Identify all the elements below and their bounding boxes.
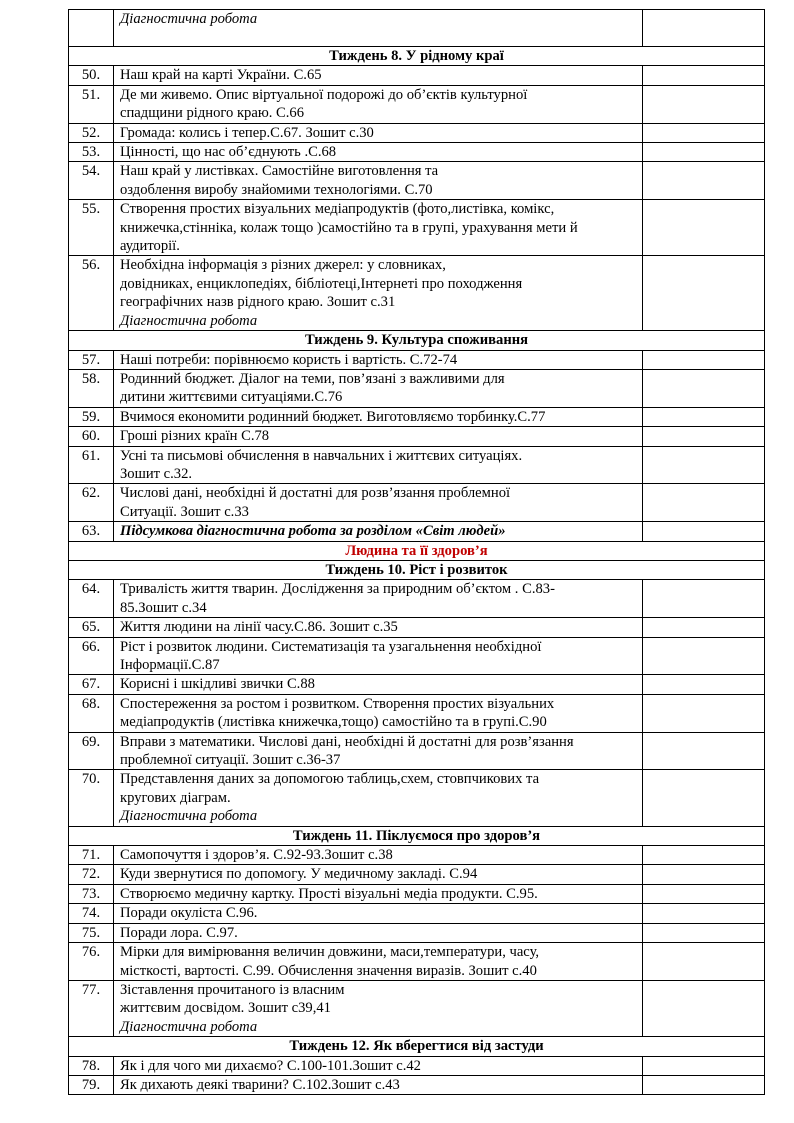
lesson-row bbox=[69, 980, 765, 1036]
notes-cell bbox=[643, 162, 765, 200]
lesson-topic bbox=[114, 162, 643, 200]
lesson-topic-line: Громада: колись і тепер.С.67. Зошит с.30 bbox=[120, 124, 374, 141]
lesson-number: 69. bbox=[69, 732, 114, 770]
notes-cell bbox=[643, 427, 765, 446]
lesson-row bbox=[69, 407, 765, 426]
notes-cell bbox=[643, 618, 765, 637]
lesson-row bbox=[69, 143, 765, 162]
final-assessment-label: Підсумкова діагностична робота за розділом «Світ людей» bbox=[120, 523, 506, 540]
lesson-number: 52. bbox=[69, 123, 114, 142]
lesson-row bbox=[69, 66, 765, 85]
lesson-row bbox=[69, 675, 765, 694]
notes-cell bbox=[643, 350, 765, 369]
lesson-topic-line: проблемної ситуації. Зошит с.36-37 bbox=[120, 752, 341, 769]
notes-cell bbox=[643, 369, 765, 407]
lesson-number: 62. bbox=[69, 484, 114, 522]
lesson-topic-line: 85.Зошит с.34 bbox=[120, 599, 207, 616]
lesson-topic bbox=[114, 522, 643, 541]
notes-cell bbox=[643, 923, 765, 942]
lesson-number: 64. bbox=[69, 580, 114, 618]
lesson-number: 73. bbox=[69, 884, 114, 903]
lesson-topic bbox=[114, 943, 643, 981]
lesson-row bbox=[69, 162, 765, 200]
notes-cell bbox=[643, 980, 765, 1036]
notes-cell bbox=[643, 732, 765, 770]
lesson-number: 57. bbox=[69, 350, 114, 369]
lesson-number: 55. bbox=[69, 200, 114, 256]
lesson-plan-table bbox=[68, 9, 765, 1095]
week-heading: Тиждень 10. Ріст і розвиток bbox=[69, 560, 765, 579]
lesson-row bbox=[69, 770, 765, 826]
lesson-row bbox=[69, 923, 765, 942]
lesson-row bbox=[69, 732, 765, 770]
lesson-topic-line: Де ми живемо. Опис віртуальної подорожі до об’єктів культурної bbox=[120, 86, 528, 103]
lesson-number: 60. bbox=[69, 427, 114, 446]
notes-cell bbox=[643, 484, 765, 522]
lesson-topic bbox=[114, 350, 643, 369]
lesson-topic-line: книжечка,стінніка, колаж тощо )самостійно та в групі, урахування мети й bbox=[120, 219, 578, 236]
lesson-topic bbox=[114, 484, 643, 522]
lesson-row bbox=[69, 618, 765, 637]
diagnostic-work-label: Діагностична робота bbox=[120, 312, 258, 329]
lesson-row bbox=[69, 200, 765, 256]
lesson-row bbox=[69, 846, 765, 865]
notes-cell bbox=[643, 66, 765, 85]
lesson-row bbox=[69, 85, 765, 123]
lesson-topic bbox=[114, 846, 643, 865]
lesson-number: 77. bbox=[69, 980, 114, 1036]
lesson-topic-line: Вправи з математики. Числові дані, необхідні й достатні для розв’язання bbox=[120, 733, 574, 750]
lesson-topic bbox=[114, 980, 643, 1036]
week-heading-row bbox=[69, 826, 765, 845]
notes-cell bbox=[643, 637, 765, 675]
lesson-topic-line: Як і для чого ми дихаємо? С.100-101.Зошит с.42 bbox=[120, 1057, 421, 1074]
lesson-number: 56. bbox=[69, 256, 114, 331]
lesson-row bbox=[69, 694, 765, 732]
lesson-topic-line: Життя людини на лінії часу.С.86. Зошит с.35 bbox=[120, 619, 398, 636]
lesson-number: 59. bbox=[69, 407, 114, 426]
lesson-row bbox=[69, 522, 765, 541]
diagnostic-work-label: Діагностична робота bbox=[120, 11, 258, 27]
lesson-topic-line: Цінності, що нас об’єднують .С.68 bbox=[120, 144, 337, 161]
lesson-number: 78. bbox=[69, 1056, 114, 1075]
lesson-row bbox=[69, 427, 765, 446]
lesson-row bbox=[69, 1056, 765, 1075]
lesson-topic bbox=[114, 200, 643, 256]
lesson-number: 53. bbox=[69, 143, 114, 162]
notes-cell bbox=[643, 675, 765, 694]
notes-cell bbox=[643, 884, 765, 903]
lesson-topic bbox=[114, 580, 643, 618]
notes-cell bbox=[643, 10, 765, 47]
notes-cell bbox=[643, 256, 765, 331]
lesson-topic bbox=[114, 407, 643, 426]
lesson-topic-line: Куди звернутися по допомогу. У медичному закладі. С.94 bbox=[120, 866, 478, 883]
lesson-topic bbox=[114, 675, 643, 694]
lesson-topic-line: Представлення даних за допомогою таблиць,схем, стовпчикових та bbox=[120, 771, 540, 788]
lesson-topic bbox=[114, 446, 643, 484]
lesson-topic bbox=[114, 1056, 643, 1075]
lesson-topic-line: спадщини рідного краю. С.66 bbox=[120, 105, 304, 122]
lesson-topic-line: Родинний бюджет. Діалог на теми, пов’язані з важливими для bbox=[120, 370, 505, 387]
week-heading: Тиждень 12. Як вберегтися від застуди bbox=[69, 1037, 765, 1056]
week-heading-row bbox=[69, 1037, 765, 1056]
section-heading: Людина та її здоров’я bbox=[69, 541, 765, 560]
lesson-topic-line: Наші потреби: порівнюємо користь і вартість. С.72-74 bbox=[120, 351, 458, 368]
week-heading: Тиждень 9. Культура споживання bbox=[69, 331, 765, 350]
week-heading: Тиждень 8. У рідному краї bbox=[69, 47, 765, 66]
lesson-number: 79. bbox=[69, 1075, 114, 1094]
lesson-row bbox=[69, 943, 765, 981]
lesson-number: 74. bbox=[69, 904, 114, 923]
week-heading-row bbox=[69, 47, 765, 66]
notes-cell bbox=[643, 770, 765, 826]
notes-cell bbox=[643, 407, 765, 426]
notes-cell bbox=[643, 200, 765, 256]
lesson-topic bbox=[114, 427, 643, 446]
lesson-number: 68. bbox=[69, 694, 114, 732]
lesson-topic-line: Як дихають деякі тварини? С.102.Зошит с.43 bbox=[120, 1076, 400, 1093]
lesson-topic bbox=[114, 694, 643, 732]
notes-cell bbox=[643, 123, 765, 142]
week-heading-row bbox=[69, 560, 765, 579]
notes-cell bbox=[643, 943, 765, 981]
lesson-topic-line: Ситуації. Зошит с.33 bbox=[120, 503, 249, 520]
lesson-row bbox=[69, 884, 765, 903]
lesson-topic-line: місткості, вартості. С.99. Обчислення значення виразів. Зошит с.40 bbox=[120, 962, 537, 979]
lesson-topic-line: оздоблення виробу знайомими технологіями. С.70 bbox=[120, 181, 433, 198]
lesson-topic bbox=[114, 637, 643, 675]
lesson-row bbox=[69, 369, 765, 407]
lesson-topic bbox=[114, 10, 643, 47]
lesson-topic bbox=[114, 884, 643, 903]
lesson-number: 76. bbox=[69, 943, 114, 981]
lesson-topic-line: життєвим досвідом. Зошит с39,41 bbox=[120, 1000, 331, 1017]
lesson-number: 75. bbox=[69, 923, 114, 942]
lesson-plan-body bbox=[69, 10, 765, 1095]
lesson-topic-line: медіапродуктів (листівка книжечка,тощо) самостійно та в групі.С.90 bbox=[120, 714, 547, 731]
notes-cell bbox=[643, 85, 765, 123]
lesson-topic bbox=[114, 66, 643, 85]
notes-cell bbox=[643, 143, 765, 162]
notes-cell bbox=[643, 1075, 765, 1094]
lesson-row bbox=[69, 484, 765, 522]
diagnostic-work-label: Діагностична робота bbox=[120, 1018, 258, 1035]
lesson-topic-line: Тривалість життя тварин. Дослідження за природним об’єктом . С.83- bbox=[120, 581, 555, 598]
section-heading-row bbox=[69, 541, 765, 560]
lesson-topic-line: Зошит с.32. bbox=[120, 465, 193, 482]
lesson-topic-line: Числові дані, необхідні й достатні для розв’язання проблемної bbox=[120, 485, 511, 502]
lesson-number: 54. bbox=[69, 162, 114, 200]
lesson-topic bbox=[114, 732, 643, 770]
lesson-topic-line: Мірки для вимірювання величин довжини, маси,температури, часу, bbox=[120, 944, 540, 961]
lesson-number: 61. bbox=[69, 446, 114, 484]
lesson-topic bbox=[114, 923, 643, 942]
lesson-row bbox=[69, 865, 765, 884]
notes-cell bbox=[643, 865, 765, 884]
lesson-topic-line: географічних назв рідного краю. Зошит с.31 bbox=[120, 294, 396, 311]
lesson-number: 50. bbox=[69, 66, 114, 85]
notes-cell bbox=[643, 694, 765, 732]
lesson-number: 70. bbox=[69, 770, 114, 826]
lesson-topic bbox=[114, 770, 643, 826]
lesson-topic-line: Інформації.С.87 bbox=[120, 657, 220, 673]
lesson-topic-line: Усні та письмові обчислення в навчальних і життєвих ситуаціях. bbox=[120, 447, 523, 464]
lesson-number: 66. bbox=[69, 637, 114, 675]
lesson-topic bbox=[114, 369, 643, 407]
lesson-topic-line: довідниках, енциклопедіях, бібліотеці,Інтернеті про походження bbox=[120, 275, 523, 292]
lesson-row bbox=[69, 446, 765, 484]
week-heading: Тиждень 11. Піклуємося про здоров’я bbox=[69, 826, 765, 845]
lesson-row bbox=[69, 350, 765, 369]
notes-cell bbox=[643, 522, 765, 541]
lesson-topic-line: кругових діаграм. bbox=[120, 789, 231, 806]
lesson-number: 63. bbox=[69, 522, 114, 541]
lesson-topic-line: дитини життєвими ситуаціями.С.76 bbox=[120, 389, 343, 406]
lesson-number: 51. bbox=[69, 85, 114, 123]
lesson-topic-line: Поради лора. С.97. bbox=[120, 924, 238, 941]
lesson-topic bbox=[114, 618, 643, 637]
notes-cell bbox=[643, 904, 765, 923]
lesson-topic bbox=[114, 904, 643, 923]
lesson-topic-line: Поради окуліста С.96. bbox=[120, 905, 258, 922]
lesson-number: 58. bbox=[69, 369, 114, 407]
lesson-topic-line: Створюємо медичну картку. Прості візуальні медіа продукти. С.95. bbox=[120, 885, 538, 902]
lesson-topic-line: Вчимося економити родинний бюджет. Виготовляємо торбинку.С.77 bbox=[120, 408, 546, 425]
lesson-row bbox=[69, 1075, 765, 1094]
notes-cell bbox=[643, 446, 765, 484]
lesson-row bbox=[69, 10, 765, 47]
lesson-row bbox=[69, 637, 765, 675]
lesson-number: 71. bbox=[69, 846, 114, 865]
lesson-topic-line: Зіставлення прочитаного із власним bbox=[120, 981, 345, 998]
lesson-topic-line: Ріст і розвиток людини. Систематизація та узагальнення необхідної bbox=[120, 638, 542, 655]
lesson-topic-line: Гроші різних країн С.78 bbox=[120, 428, 270, 445]
diagnostic-work-label: Діагностична робота bbox=[120, 808, 258, 825]
lesson-topic bbox=[114, 1075, 643, 1094]
notes-cell bbox=[643, 846, 765, 865]
lesson-topic bbox=[114, 256, 643, 331]
lesson-topic-line: аудиторії. bbox=[120, 238, 180, 255]
lesson-topic bbox=[114, 143, 643, 162]
lesson-row bbox=[69, 580, 765, 618]
lesson-row bbox=[69, 904, 765, 923]
notes-cell bbox=[643, 1056, 765, 1075]
lesson-topic bbox=[114, 85, 643, 123]
lesson-number: 67. bbox=[69, 675, 114, 694]
lesson-topic-line: Наш край у листівках. Самостійне виготовлення та bbox=[120, 163, 439, 180]
lesson-number: 65. bbox=[69, 618, 114, 637]
lesson-topic bbox=[114, 865, 643, 884]
lesson-row bbox=[69, 256, 765, 331]
lesson-topic-line: Корисні і шкідливі звички С.88 bbox=[120, 676, 315, 693]
lesson-topic-line: Створення простих візуальних медіапродуктів (фото,листівка, комікс, bbox=[120, 201, 555, 218]
lesson-topic-line: Наш край на карті України. С.65 bbox=[120, 67, 322, 84]
lesson-topic-line: Спостереження за ростом і розвитком. Створення простих візуальних bbox=[120, 695, 555, 712]
notes-cell bbox=[643, 580, 765, 618]
lesson-number: 72. bbox=[69, 865, 114, 884]
lesson-number bbox=[69, 10, 114, 47]
lesson-topic-line: Самопочуття і здоров’я. С.92-93.Зошит с.38 bbox=[120, 847, 393, 864]
lesson-topic bbox=[114, 123, 643, 142]
week-heading-row bbox=[69, 331, 765, 350]
lesson-topic-line: Необхідна інформація з різних джерел: у словниках, bbox=[120, 257, 446, 274]
lesson-row bbox=[69, 123, 765, 142]
